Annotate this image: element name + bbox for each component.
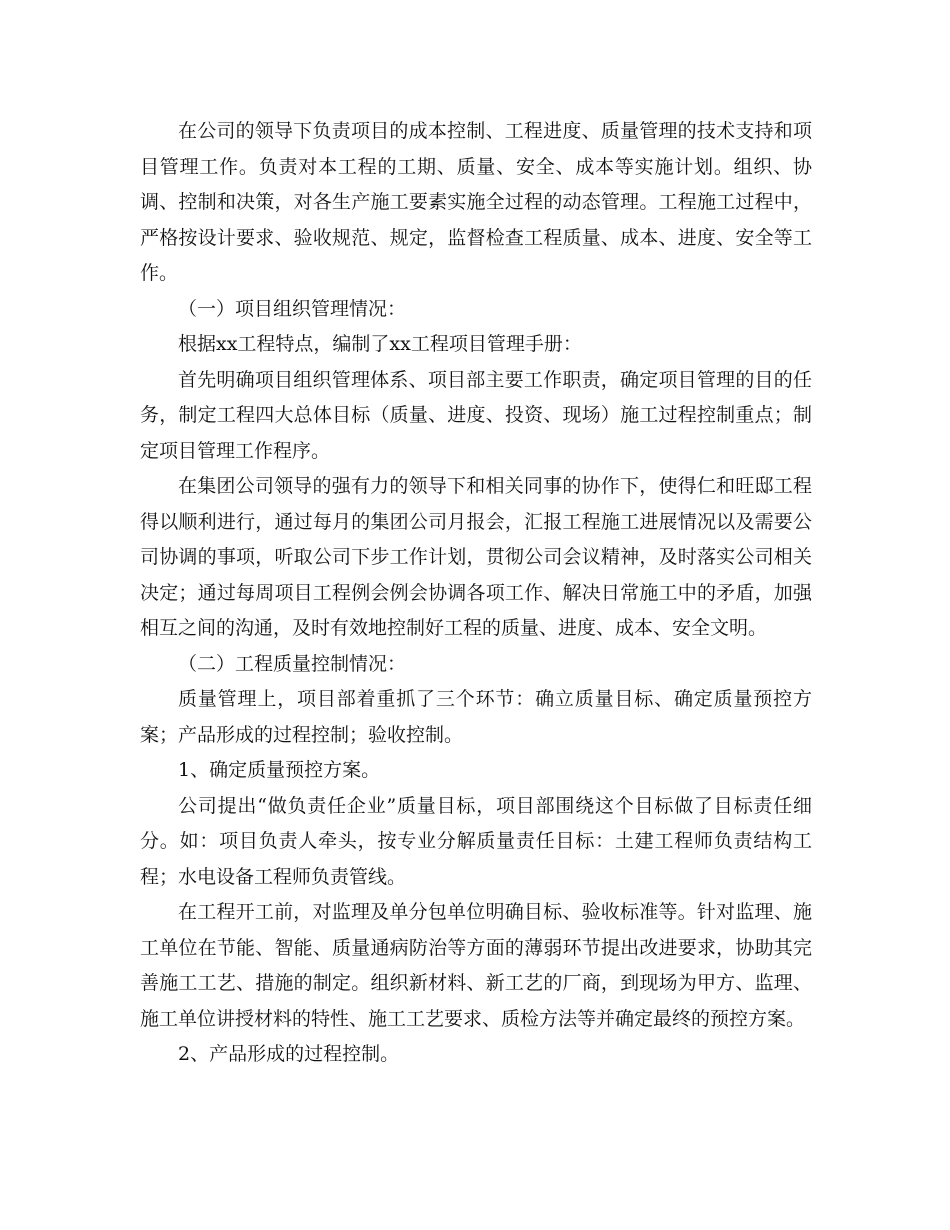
paragraph-intro: 在公司的领导下负责项目的成本控制、工程进度、质量管理的技术支持和项目管理工作。负责对本工程的工期、质量、安全、成本等实施计划。组织、协调、控制和决策，对各生产施工要素实施全过程的动态管理。工程施工过程中，严格按设计要求、验收规范、规定，监督检查工程质量、成本、进度、安全等工作。 (140, 120, 812, 284)
subheading-2: 2、产品形成的过程控制。 (178, 1043, 400, 1065)
subheading-1: 1、确定质量预控方案。 (178, 759, 381, 781)
paragraph-manual: 根据xx工程特点，编制了xx工程项目管理手册： (178, 333, 582, 355)
paragraph-management-system: 首先明确项目组织管理体系、项目部主要工作职责，确定项目管理的目的任务，制定工程四大总体目标（质量、进度、投资、现场）施工过程控制重点；制定项目管理工作程序。 (140, 368, 812, 462)
section-heading-2: （二）工程质量控制情况： (178, 652, 407, 675)
paragraph-pre-construction: 在工程开工前，对监理及单分包单位明确目标、验收标准等。针对监理、施工单位在节能、智能、质量通病防治等方面的薄弱环节提出改进要求，协助其完善施工工艺、措施的制定。组织新材料、新工艺的厂商，到现场为甲方、监理、施工单位讲授材料的特性、施工工艺要求、质检方法等并确定最终的预控方案。 (140, 901, 812, 1030)
paragraph-quality-target: 公司提出“做负责任企业”质量目标，项目部围绕这个目标做了目标责任细分。如：项目负责人牵头，按专业分解质量责任目标：土建工程师负责结构工程；水电设备工程师负责管线。 (140, 794, 812, 888)
document-body (140, 114, 812, 1073)
paragraph-group-leadership: 在集团公司领导的强有力的领导下和相关同事的协作下，使得仁和旺邸工程得以顺利进行，通过每月的集团公司月报会，汇报工程施工进展情况以及需要公司协调的事项，听取公司下步工作计划，贯彻公司会议精神，及时落实公司相关决定；通过每周项目工程例会例会协调各项工作、解决日常施工中的矛盾，加强相互之间的沟通，及时有效地控制好工程的质量、进度、成本、安全文明。 (140, 475, 812, 639)
section-heading-1: （一）项目组织管理情况： (178, 297, 407, 320)
paragraph-quality-management: 质量管理上，项目部着重抓了三个环节：确立质量目标、确定质量预控方案；产品形成的过程控制；验收控制。 (140, 688, 812, 746)
